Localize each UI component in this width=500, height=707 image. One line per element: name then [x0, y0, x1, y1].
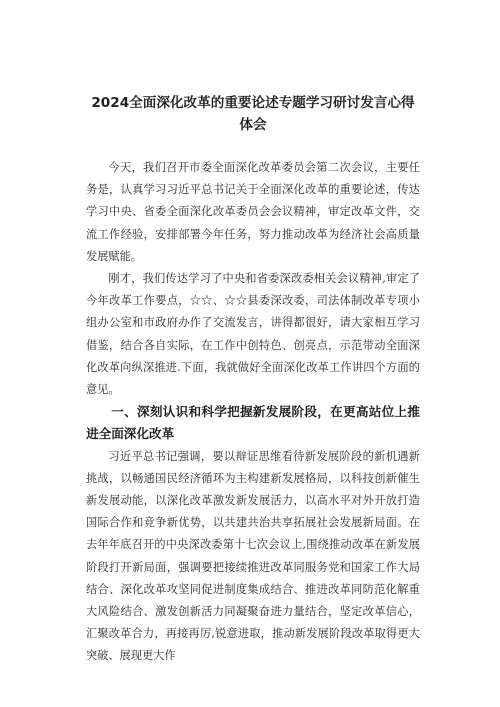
body-paragraph-3: 习近平总书记强调，要以辩证思维看待新发展阶段的新机遇新挑战，以畅通国民经济循环为主构建新发展格局，以科技创新催生新发展动能，以深化改革激发新发展活力，以高水平对外开放打造国际合作和竞争新优势，以共建共治共享拓展社会发展新局面。在去年年底召开的中央深改委第十七次会议上,围绕推动改革在新发展阶段打开新局面，强调要把接续推进改革同服务党和国家工作大局结合、深化改革攻坚同促进制度集成结合、推进改革同防范化解重大风险结合、激发创新活力同凝聚奋进力量结合，坚定改革信心，汇聚改革合力，再接再厉,锐意进取，推动新发展阶段改革取得更大突破、展现更大作 [86, 449, 420, 663]
section-heading-1: 一、深刻认识和科学把握新发展阶段，在更高站位上推进全面深化改革 [86, 404, 420, 442]
body-paragraph-1: 今天，我们召开市委全面深化改革委员会第二次会议，主要任务是，认真学习习近平总书记关于全面深化改革的重要论述，传达学习中央、省委全面深化改革委员会会议精神，审定改革文件，交流工作经验，安排部署今年任务，努力推动改革为经济社会高质量发展赋能。 [86, 161, 420, 263]
document-title [86, 92, 420, 136]
title-line-2: 体会 [239, 117, 267, 133]
document-page [86, 92, 420, 668]
body-paragraph-2: 刚才，我们传达学习了中央和省委深改委相关会议精神,审定了今年改革工作要点，☆☆、☆☆县委深改委，司法体制改革专项小组办公室和市政府办作了交流发言，讲得都很好，请大家相互学习借鉴，结合各自实际，在工作中创特色、创亮点，示范带动全面深化改革向纵深推进.下面，我就做好全面深化改革工作讲四个方面的意见。 [86, 272, 420, 397]
title-line-1: 2024全面深化改革的重要论述专题学习研讨发言心得 [91, 95, 415, 111]
